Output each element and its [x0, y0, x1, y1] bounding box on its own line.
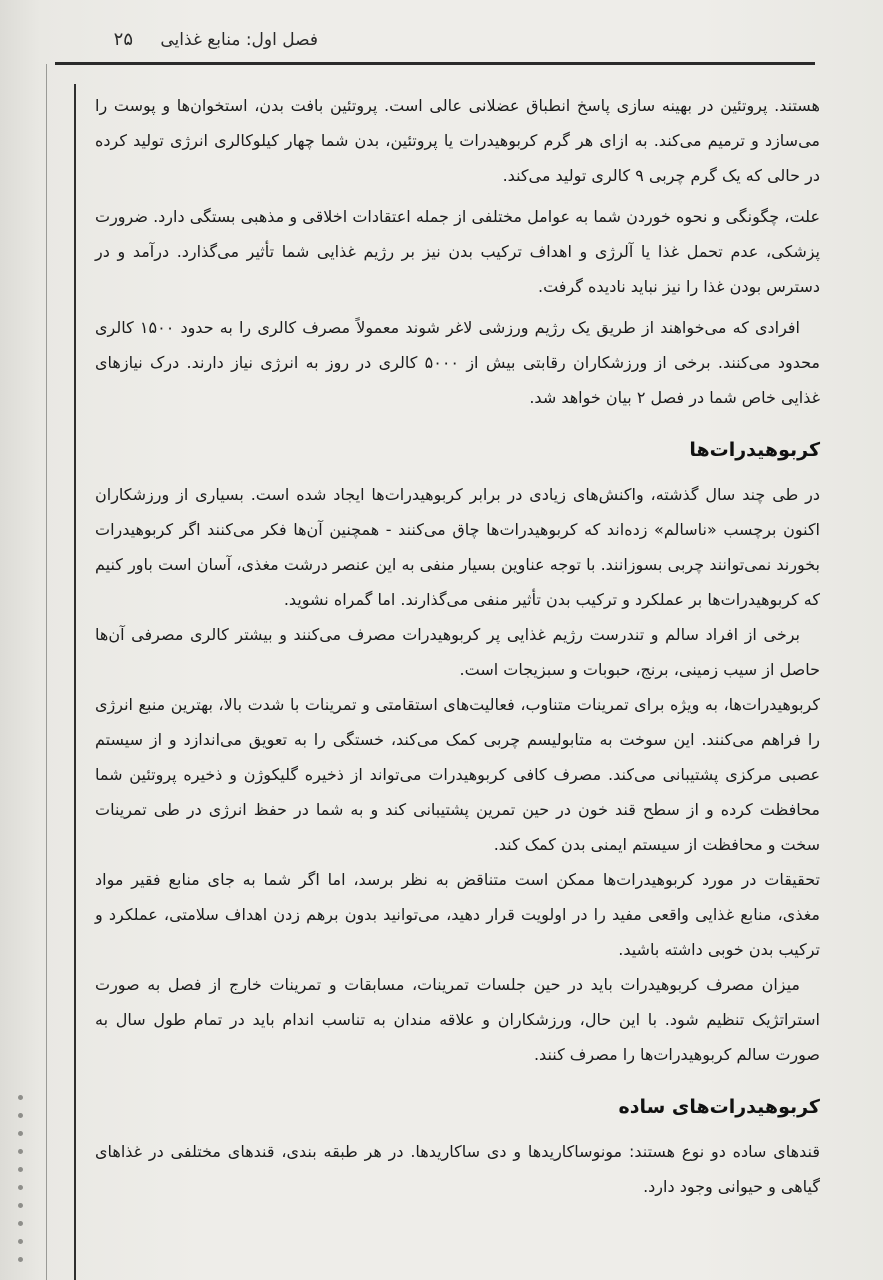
paragraph: قندهای ساده دو نوع هستند: مونوساکاریدها و دی ساکاریدها. در هر طبقه بندی، قندهای مختلفی در غذاهای گیاهی و حیوانی وجود دارد.	[95, 1142, 820, 1196]
paragraph: علت، چگونگی و نحوه خوردن شما به عوامل مختلفی از جمله اعتقادات اخلاقی و مذهبی بستگی دارد. ضرورت پزشکی، عدم تحمل غذا یا آلرژی و اهداف ترکیب بدن نیز بر رژیم غذایی شما تأثیر می‌گذارد. درآمد و در دسترس بودن غذا را نیز نباید نادیده گرفت.	[95, 207, 820, 296]
paragraph: کربوهیدرات‌ها، به ویژه برای تمرینات متناوب، فعالیت‌های استقامتی و تمرینات با شدت بالا، بهترین منبع انرژی را فراهم می‌کنند. این سوخت به متابولیسم چربی کمک می‌کند، خستگی را به تعویق می‌اندازد و از سیستم عصبی مرکزی پشتیبانی می‌کند. مصرف کافی کربوهیدرات می‌تواند از ذخیره گلیکوژن و ذخیره پروتئین شما محافظت کرده و از سطح قند خون در حین تمرین پشتیبانی کند و به شما در حفظ انرژی در طی تمرینات سخت و محافظت از سیستم ایمنی بدن کمک کند.	[95, 695, 820, 854]
binding-dot	[18, 1221, 23, 1226]
paragraph: افرادی که می‌خواهند از طریق یک رژیم ورزشی لاغر شوند معمولاً مصرف کالری را به حدود ۱۵۰۰ کالری محدود می‌کنند. برخی از ورزشکاران رقابتی بیش از ۵۰۰۰ کالری در روز به انرژی نیاز دارند. درک نیازهای غذایی خاص شما در فصل ۲ بیان خواهد شد.	[95, 318, 820, 407]
paragraph: در طی چند سال گذشته، واکنش‌های زیادی در برابر کربوهیدرات‌ها ایجاد شده است. بسیاری از ورزشکاران اکنون برچسب «ناسالم» زده‌اند که کربوهیدرات‌ها چاق می‌کنند - همچنین آن‌ها فکر می‌کنند اگر کربوهیدرات بخورند نمی‌توانند چربی بسوزانند. با توجه عناوین بسیار منفی به این عنصر درشت مغذی، آسان است باور کنیم که کربوهیدرات‌ها بر عملکرد و ترکیب بدن تأثیر منفی می‌گذارند. اما گمراه نشوید.	[95, 485, 820, 609]
page-body	[95, 86, 820, 1204]
paragraph: هستند. پروتئین در بهینه سازی پاسخ انطباق عضلانی عالی است. پروتئین بافت بدن، استخوان‌ها و پوست را می‌سازد و ترمیم می‌کند. به ازای هر گرم کربوهیدرات یا پروتئین، بدن شما چهار کیلوکالری انرژی تولید کرده در حالی که یک گرم چربی ۹ کالری تولید می‌کند.	[95, 96, 820, 185]
paragraph: تحقیقات در مورد کربوهیدرات‌ها ممکن است متناقض به نظر برسد، اما اگر شما به جای منابع فقیر مواد مغذی، منابع غذایی واقعی مفید را در اولویت قرار دهید، می‌توانید بدون برهم زدن اهداف سلامتی، عملکرد و ترکیب بدن خوبی داشته باشید.	[95, 870, 820, 959]
vertical-rule	[74, 84, 76, 1280]
binding-dot	[18, 1239, 23, 1244]
binding-dot	[18, 1113, 23, 1118]
binding-dots	[18, 1095, 26, 1275]
page-number: ۲۵	[113, 29, 133, 50]
running-header	[0, 20, 883, 64]
binding-dot	[18, 1095, 23, 1100]
binding-dot	[18, 1185, 23, 1190]
chapter-title: فصل اول: منابع غذایی	[160, 30, 318, 50]
binding-dot	[18, 1203, 23, 1208]
binding-dot	[18, 1131, 23, 1136]
section-heading: کربوهیدرات‌ها	[689, 439, 820, 461]
binding-dot	[18, 1257, 23, 1262]
paragraph: برخی از افراد سالم و تندرست رژیم غذایی پر کربوهیدرات مصرف می‌کنند و بیشتر کالری مصرفی آن‌ها حاصل از سیب زمینی، برنج، حبوبات و سبزیجات است.	[95, 625, 820, 679]
binding-dot	[18, 1149, 23, 1154]
header-rule	[55, 62, 815, 65]
binding-dot	[18, 1167, 23, 1172]
margin-line	[46, 64, 47, 1280]
subsection-heading: کربوهیدرات‌های ساده	[618, 1096, 820, 1118]
paragraph: میزان مصرف کربوهیدرات باید در حین جلسات تمرینات، مسابقات و تمرینات خارج از فصل به صورت استراتژیک تنظیم شود. با این حال، ورزشکاران و علاقه مندان به تناسب اندام باید در تمام طول سال به صورت سالم کربوهیدرات‌ها را مصرف کنند.	[95, 975, 820, 1064]
